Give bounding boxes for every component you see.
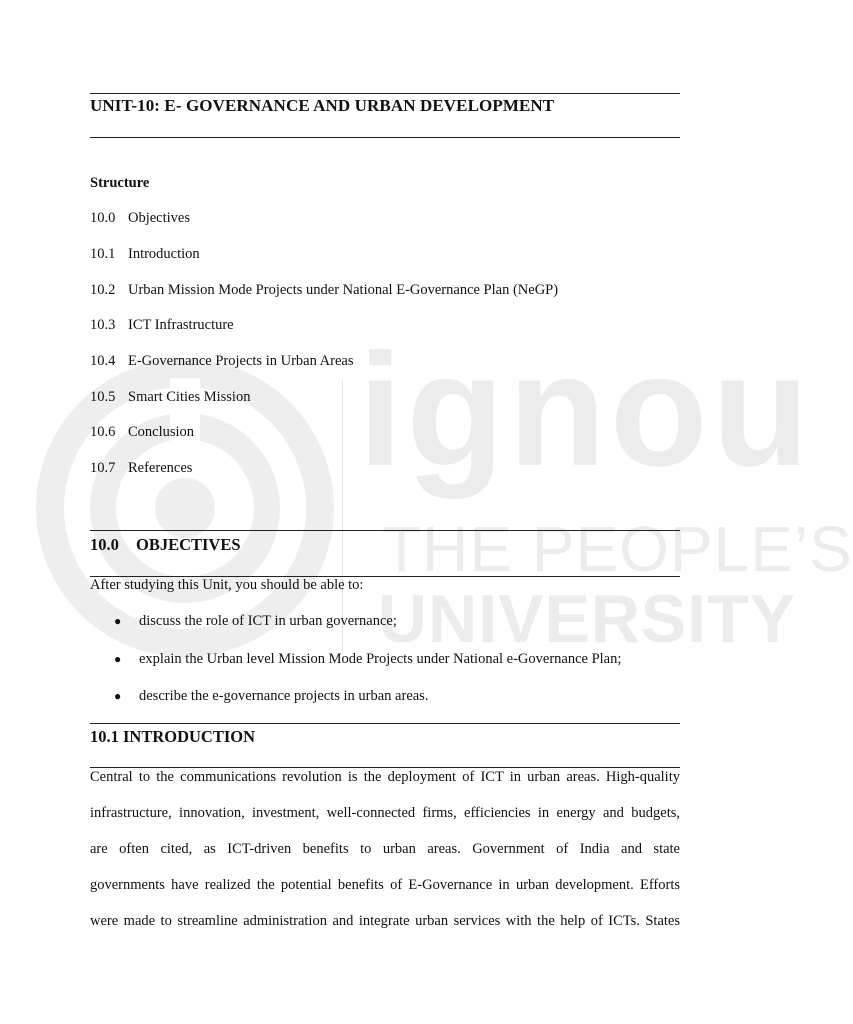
watermark-line1: THE PEOPLE’S [382,513,853,585]
watermark-line2: UNIVERSITY [378,581,797,657]
paragraph-line: are often cited, as ICT-driven benefits to urban areas. Government of India and state [90,841,680,857]
objective-bullet: ● discuss the role of ICT in urban governance; [114,613,397,629]
toc-item: 10.3 ICT Infrastructure [90,317,234,333]
structure-heading: Structure [90,175,150,191]
title-bottom-rule [90,137,680,138]
objective-bullet: ● explain the Urban level Mission Mode Projects under National e-Governance Plan; [114,651,622,667]
objectives-title: OBJECTIVES [136,535,241,554]
objective-bullet: ● describe the e-governance projects in urban areas. [114,688,429,704]
bullet-icon: ● [114,614,122,628]
introduction-heading: 10.1 INTRODUCTION [90,727,256,746]
watermark-brand: ignou [358,320,814,499]
introduction-paragraph [90,759,680,939]
toc-item: 10.6 Conclusion [90,424,195,440]
paragraph-line: Central to the communications revolution is the deployment of ICT in urban areas. High-quality [90,769,680,785]
objectives-top-rule [90,530,680,531]
introduction-top-rule [90,723,680,724]
toc-item: 10.7 References [90,460,193,476]
objectives-heading [90,535,241,555]
objectives-lead: After studying this Unit, you should be able to: [90,577,364,593]
toc-item: 10.2 Urban Mission Mode Projects under National E-Governance Plan (NeGP) [90,282,559,298]
title-top-rule [90,93,680,94]
objectives-number: 10.0 [90,535,119,554]
toc-item: 10.1 Introduction [90,246,200,262]
bullet-icon: ● [114,689,122,703]
paragraph-line: were made to streamline administration and integrate urban services with the help of ICTs. States [90,913,680,929]
toc-item: 10.4 E-Governance Projects in Urban Areas [90,353,354,369]
toc-item: 10.5 Smart Cities Mission [90,389,251,405]
bullet-icon: ● [114,652,122,666]
paragraph-line: governments have realized the potential benefits of E-Governance in urban development. Efforts [90,877,680,893]
toc-item: 10.0 Objectives [90,210,191,226]
paragraph-line: infrastructure, innovation, investment, well-connected firms, efficiencies in energy and budgets, [90,805,680,821]
unit-title: UNIT-10: E- GOVERNANCE AND URBAN DEVELOPMENT [90,96,555,115]
